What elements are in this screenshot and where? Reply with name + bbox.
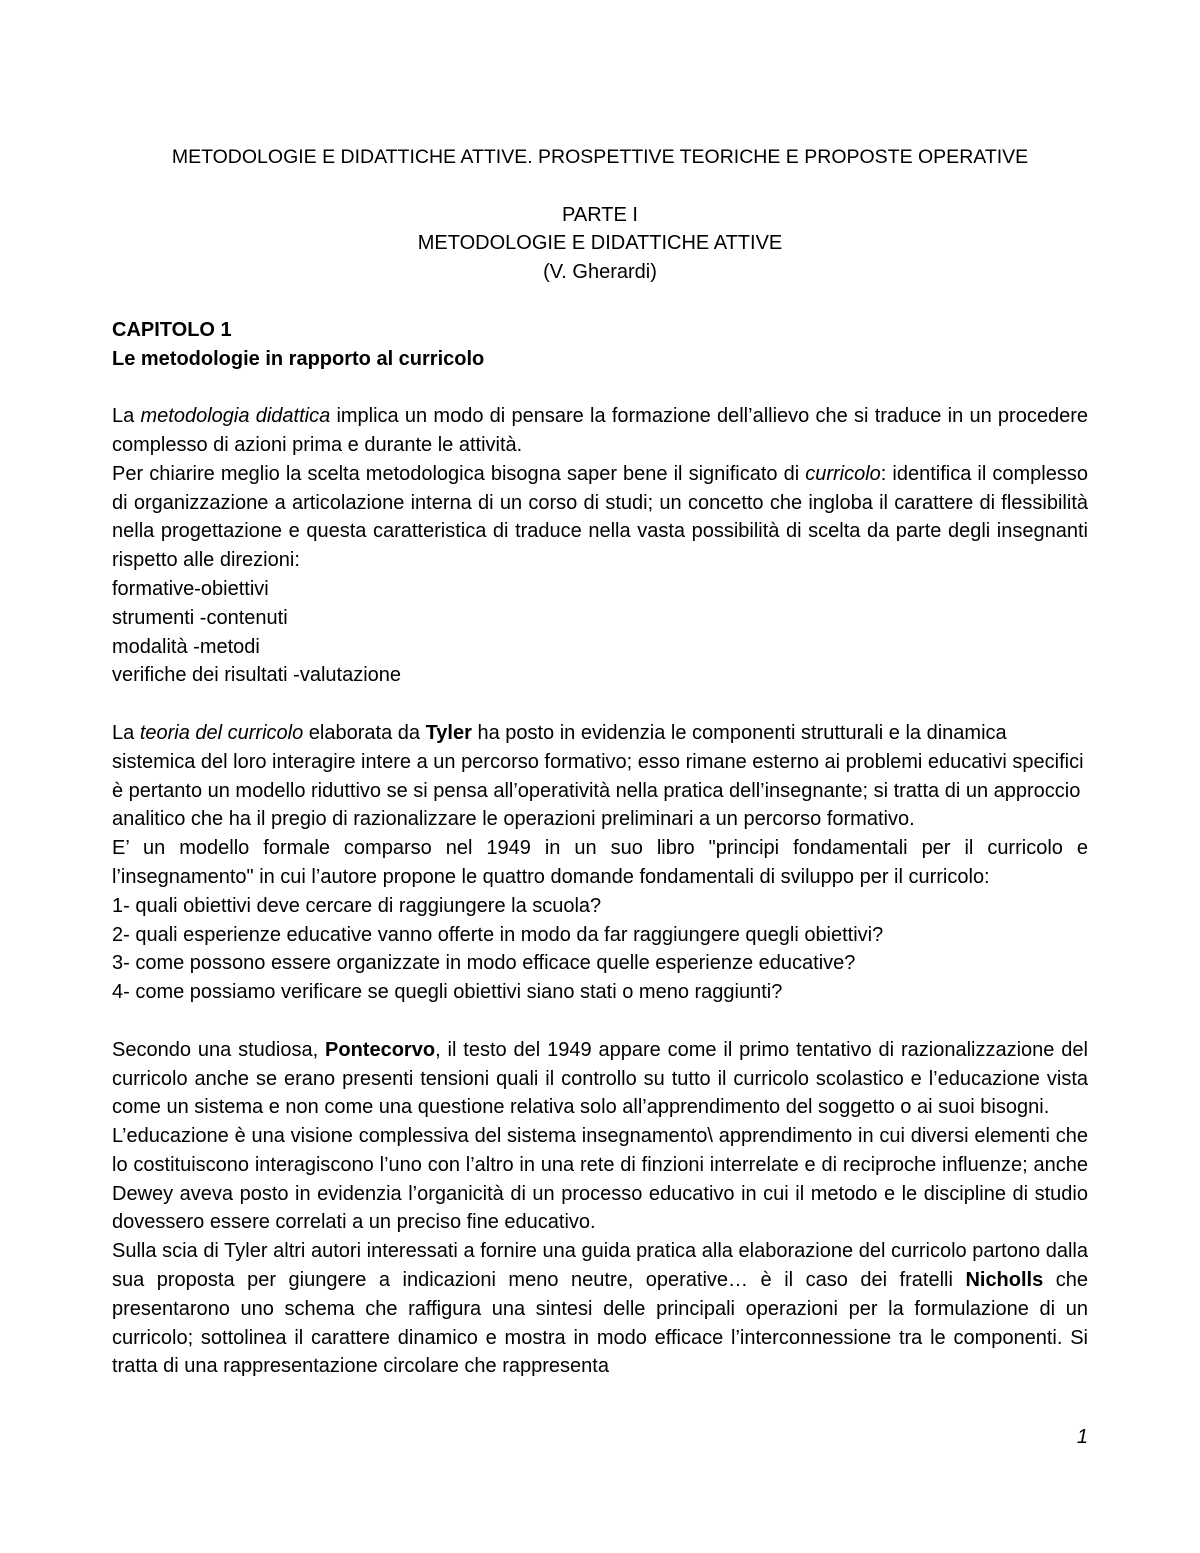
text-run: Secondo una studiosa, bbox=[112, 1038, 326, 1061]
question-item: 4- come possiamo verificare se quegli obiettivi siano stati o meno raggiunti? bbox=[112, 981, 783, 1004]
question-item: 1- quali obiettivi deve cercare di raggiungere la scuola? bbox=[112, 894, 602, 917]
bold-name: Nicholls bbox=[965, 1269, 1044, 1292]
text-run: : identifica il complesso di organizzazione a articolazione interna di un corso di studi; un concetto che ingloba il carattere di flessibilità nella progettazione e questa caratteristica di traduce nella vasta possibilità di scelta da parte degli insegnanti rispetto alle direzioni: bbox=[112, 462, 1088, 572]
text-run: La bbox=[112, 721, 140, 744]
text-run: ha posto in evidenzia le componenti strutturali e la dinamica sistemica del loro interagire intere a un percorso formativo; esso rimane esterno ai problemi educativi specifici è pertanto un modello riduttivo se si pensa all’operatività nella pratica dell’insegnante; si tratta di un approccio analitico che ha il pregio di razionalizzare le operazioni preliminari a un percorso formativo. bbox=[112, 721, 1084, 831]
bold-name: Pontecorvo bbox=[325, 1038, 436, 1061]
part-title: METODOLOGIE E DIDATTICHE ATTIVE bbox=[417, 232, 783, 255]
document-title: METODOLOGIE E DIDATTICHE ATTIVE. PROSPETTIVE TEORICHE E PROPOSTE OPERATIVE bbox=[171, 146, 1029, 168]
direction-item: formative-obiettivi bbox=[112, 577, 269, 600]
paragraph-tyler bbox=[112, 719, 1088, 834]
chapter-label: CAPITOLO 1 bbox=[112, 318, 232, 341]
paragraph-pontecorvo bbox=[112, 1036, 1088, 1122]
author: (V. Gherardi) bbox=[543, 261, 657, 284]
spacer bbox=[112, 1007, 1088, 1036]
chapter-title: Le metodologie in rapporto al curricolo bbox=[112, 347, 485, 370]
text-run: che presentarono uno schema che raffigura una sintesi delle principali operazioni per la formulazione di un curricolo; sottolinea il carattere dinamico e mostra in modo efficace l’interconnessione tra le componenti. Si tratta di una rappresentazione circolare che rappresenta bbox=[112, 1269, 1088, 1378]
text-run: , il testo del 1949 appare come il primo tentativo di razionalizzazione del curricolo anche se erano presenti tensioni quali il controllo su tutto il curricolo scolastico e l’educazione vista come un sistema e non come una questione relativa solo all’apprendimento del soggetto o ai suoi bisogni. bbox=[112, 1038, 1088, 1119]
question-item: 3- come possono essere organizzate in modo efficace quelle esperienze educative? bbox=[112, 952, 856, 975]
paragraph-educazione: L’educazione è una visione complessiva del sistema insegnamento\ apprendimento in cui diversi elementi che lo costituiscono interagiscono l’uno con l’altro in una rete di finzioni interrelate e di reciproche influenze; anche Dewey aveva posto in evidenzia l’organicità di un processo educativo in cui il metodo e le discipline di studio dovessero essere correlati a un preciso fine educativo. bbox=[112, 1125, 1088, 1234]
text-run: Sulla scia di Tyler altri autori interessati a fornire una guida pratica alla elaborazione del curricolo partono dalla sua proposta per giungere a indicazioni meno neutre, operative… è il caso dei fratelli bbox=[112, 1240, 1088, 1292]
paragraph-metodologia bbox=[112, 402, 1088, 460]
bold-name: Tyler bbox=[425, 721, 472, 744]
direction-item: verifiche dei risultati -valutazione bbox=[112, 664, 402, 687]
spacer bbox=[112, 373, 1088, 402]
text-run: implica un modo di pensare la formazione dell’allievo che si traduce in un procedere complesso di azioni prima e durante le attività. bbox=[112, 405, 1088, 456]
spacer bbox=[112, 287, 1088, 316]
italic-term: teoria del curricolo bbox=[139, 721, 304, 744]
question-item: 2- quali esperienze educative vanno offerte in modo da far raggiungere quegli obiettivi? bbox=[112, 923, 884, 946]
part-label: PARTE I bbox=[562, 203, 638, 226]
page-number: 1 bbox=[1076, 1426, 1088, 1448]
paragraph-curricolo bbox=[112, 460, 1088, 575]
paragraph-nicholls bbox=[112, 1237, 1088, 1381]
spacer bbox=[112, 690, 1088, 719]
text-run: elaborata da bbox=[303, 721, 426, 744]
text-run: Per chiarire meglio la scelta metodologica bisogna saper bene il significato di bbox=[112, 462, 806, 485]
direction-item: modalità -metodi bbox=[112, 635, 260, 658]
direction-item: strumenti -contenuti bbox=[112, 606, 288, 629]
text-run: La bbox=[112, 405, 141, 428]
italic-term: curricolo bbox=[805, 462, 881, 485]
document-body bbox=[112, 143, 1088, 1381]
italic-term: metodologia didattica bbox=[140, 405, 331, 428]
paragraph-modello-formale: E’ un modello formale comparso nel 1949 in un suo libro "principi fondamentali per il curricolo e l’insegnamento" in cui l’autore propone le quattro domande fondamentali di sviluppo per il curricolo: bbox=[112, 837, 1088, 888]
